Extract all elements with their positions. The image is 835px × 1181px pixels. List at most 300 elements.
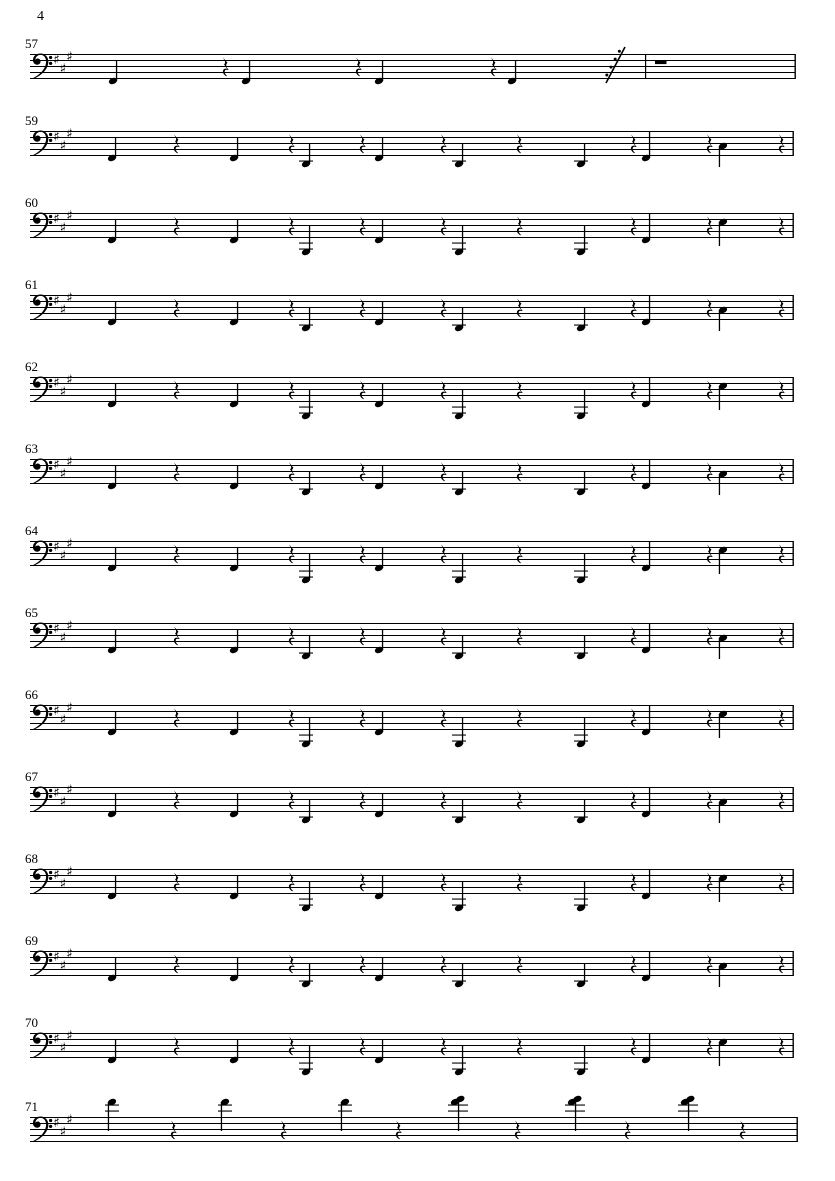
staff-line: [30, 963, 793, 964]
ledger-line: [452, 817, 466, 818]
quarter-note-B1: [299, 225, 313, 256]
quarter-note-B1: [574, 389, 588, 420]
note-stem: [237, 711, 238, 732]
sharp-icon: ♯: [53, 539, 60, 555]
quarter-note-B1: [452, 225, 466, 256]
ledger-line: [574, 735, 588, 736]
ledger-line: [452, 653, 466, 654]
system-m67: [25, 769, 794, 824]
note-stem: [237, 1039, 238, 1060]
staff-line: [30, 717, 793, 718]
staff-line: [30, 805, 793, 806]
ledger-line: [574, 161, 588, 162]
ledger-line: [299, 571, 313, 572]
note-stem: [584, 553, 585, 580]
ledger-line: [299, 243, 313, 244]
ledger-line: [452, 489, 466, 490]
system-m57: [25, 36, 796, 85]
sharp-icon: ♯: [66, 454, 73, 470]
measure-number: 61: [25, 277, 38, 292]
quarter-note-F#2: [641, 706, 651, 736]
staff-line: [30, 623, 793, 624]
quarter-note-B1: [452, 1045, 466, 1076]
note-stem: [649, 296, 650, 322]
staff-line: [30, 231, 793, 232]
measure-number: 60: [25, 195, 38, 210]
quarter-note-C#3: [718, 142, 728, 167]
measure-number: 65: [25, 605, 38, 620]
end-barline: [793, 705, 794, 730]
sharp-icon: ♯: [66, 618, 73, 634]
ledger-line: [574, 571, 588, 572]
quarter-note-F#2: [641, 1034, 651, 1064]
staff-line: [30, 313, 793, 314]
sharp-icon: ♯: [53, 785, 60, 801]
ledger-line: [299, 249, 313, 250]
note-stem: [462, 553, 463, 580]
note-stem: [584, 389, 585, 416]
staff-line: [30, 143, 793, 144]
staff-line: [30, 301, 793, 302]
chord-F4-G4: [678, 1095, 698, 1131]
note-stem: [719, 146, 720, 167]
note-stem: [649, 788, 650, 814]
sharp-icon: ♯: [66, 782, 73, 798]
note-stem: [649, 706, 650, 732]
sharp-icon: ♯: [59, 1040, 67, 1056]
ledger-line: [299, 1069, 313, 1070]
end-barline: [793, 869, 794, 894]
quarter-note-F4: [338, 1098, 352, 1131]
quarter-note-F#2: [641, 460, 651, 490]
end-barline: [793, 131, 794, 156]
measure-number: 66: [25, 687, 38, 702]
note-stem: [108, 1102, 109, 1131]
note-stem: [237, 301, 238, 322]
staff-line: [30, 799, 793, 800]
sharp-icon: ♯: [59, 220, 67, 236]
end-barline: [795, 54, 796, 79]
quarter-note-B1: [299, 389, 313, 420]
note-stem: [249, 60, 250, 81]
quarter-note-B1: [452, 553, 466, 584]
ledger-line: [574, 741, 588, 742]
staff-line: [30, 547, 793, 548]
measure-number: 63: [25, 441, 38, 456]
ledger-line: [452, 161, 466, 162]
staff-line: [30, 887, 793, 888]
note-stem: [382, 629, 383, 650]
system-m61: [25, 277, 794, 332]
staff-line: [30, 295, 793, 296]
note-stem: [719, 878, 720, 902]
sharp-icon: ♯: [53, 129, 60, 145]
sharp-icon: ♯: [59, 548, 67, 564]
staff-line: [30, 66, 795, 67]
end-barline: [793, 1033, 794, 1058]
end-barline: [793, 459, 794, 484]
note-stem: [115, 383, 116, 404]
note-stem: [515, 60, 516, 81]
chord-F4-G4: [565, 1095, 585, 1131]
staff-line: [30, 225, 793, 226]
note-stem: [382, 301, 383, 322]
staff-line: [30, 1117, 797, 1118]
note-stem: [382, 793, 383, 814]
staff-line: [30, 565, 793, 566]
staff-line: [30, 787, 793, 788]
ledger-line: [452, 1063, 466, 1064]
system-m62: [25, 359, 794, 420]
note-stem: [382, 711, 383, 732]
quarter-note-C#3: [718, 798, 728, 823]
sharp-icon: ♯: [66, 946, 73, 962]
sharp-icon: ♯: [53, 621, 60, 637]
note-stem: [309, 225, 310, 252]
note-stem: [649, 214, 650, 240]
note-stem: [719, 802, 720, 823]
ledger-line: [574, 413, 588, 414]
sharp-icon: ♯: [59, 1124, 67, 1140]
ledger-line: [452, 413, 466, 414]
note-stem: [649, 870, 650, 896]
sharp-icon: ♯: [59, 630, 67, 646]
note-stem: [309, 881, 310, 908]
note-stem: [382, 383, 383, 404]
ledger-line: [574, 407, 588, 408]
ledger-line: [299, 981, 313, 982]
system-m70: [25, 1015, 794, 1076]
note-stem: [221, 1102, 222, 1131]
note-stem: [237, 383, 238, 404]
staff-line: [30, 1057, 793, 1058]
staff-line: [30, 307, 793, 308]
ledger-line: [574, 899, 588, 900]
staff-line: [30, 1051, 793, 1052]
ledger-line: [574, 817, 588, 818]
note-stem: [382, 547, 383, 568]
note-stem: [719, 474, 720, 495]
sharp-icon: ♯: [53, 867, 60, 883]
measure-number: 71: [25, 1099, 38, 1114]
note-stem: [719, 222, 720, 246]
note-stem: [237, 219, 238, 240]
system-m59: [25, 113, 794, 168]
staff-line: [30, 705, 793, 706]
quarter-note-C#3: [718, 962, 728, 987]
ledger-line: [574, 325, 588, 326]
staff-line: [30, 389, 793, 390]
chord-F4-G4: [448, 1095, 468, 1131]
note-stem: [115, 875, 116, 896]
note-stem: [462, 225, 463, 252]
staff-line: [30, 641, 793, 642]
note-stem: [462, 717, 463, 744]
ledger-line: [218, 1105, 232, 1106]
ledger-line: [338, 1111, 352, 1112]
ledger-line: [299, 735, 313, 736]
ledger-line: [452, 407, 466, 408]
note-stem: [237, 875, 238, 896]
staff-line: [30, 711, 793, 712]
note-stem: [649, 542, 650, 568]
system-m66: [25, 687, 794, 748]
note-stem: [309, 717, 310, 744]
ledger-line: [448, 1105, 468, 1106]
staff-line: [30, 155, 793, 156]
quarter-note-B1: [574, 225, 588, 256]
quarter-note-B1: [574, 717, 588, 748]
measure-number: 57: [25, 36, 38, 51]
staff-line: [30, 213, 793, 214]
system-m63: [25, 441, 794, 496]
sharp-icon: ♯: [59, 61, 67, 77]
note-stem: [649, 460, 650, 486]
note-stem: [382, 465, 383, 486]
quarter-note-C#3: [718, 634, 728, 659]
sharp-icon: ♯: [59, 712, 67, 728]
ledger-line: [299, 577, 313, 578]
staff-line: [30, 1033, 793, 1034]
note-stem: [584, 225, 585, 252]
note-stem: [115, 711, 116, 732]
sharp-icon: ♯: [53, 1031, 60, 1047]
note-stem: [309, 553, 310, 580]
note-stem: [462, 881, 463, 908]
ledger-line: [105, 1111, 119, 1112]
note-stem: [115, 465, 116, 486]
note-stem: [462, 1045, 463, 1072]
quarter-note-B1: [574, 553, 588, 584]
ledger-line: [452, 577, 466, 578]
note-stem: [649, 952, 650, 978]
beat-repeat-icon: [605, 47, 625, 83]
note-stem: [382, 875, 383, 896]
end-barline: [793, 295, 794, 320]
note-stem: [382, 957, 383, 978]
staff-line: [30, 483, 793, 484]
staff-line: [30, 237, 793, 238]
ledger-line: [299, 413, 313, 414]
staff-line: [30, 1141, 797, 1142]
system-m69: [25, 933, 794, 988]
ledger-line: [452, 899, 466, 900]
note-stem: [649, 378, 650, 404]
sharp-icon: ♯: [66, 290, 73, 306]
staff-line: [30, 793, 793, 794]
sharp-icon: ♯: [66, 49, 73, 65]
measure-number: 69: [25, 933, 38, 948]
ledger-line: [299, 161, 313, 162]
staff-line: [30, 137, 793, 138]
ledger-line: [574, 577, 588, 578]
note-stem: [237, 957, 238, 978]
note-stem: [719, 1042, 720, 1066]
staff-line: [30, 60, 795, 61]
note-stem: [462, 389, 463, 416]
staff-line: [30, 219, 793, 220]
ledger-line: [299, 1063, 313, 1064]
staff-line: [30, 723, 793, 724]
sharp-icon: ♯: [66, 700, 73, 716]
ledger-line: [452, 735, 466, 736]
sharp-icon: ♯: [53, 949, 60, 965]
staff-line: [30, 553, 793, 554]
staff-line: [30, 541, 793, 542]
ledger-line: [452, 905, 466, 906]
measure-number: 67: [25, 769, 38, 784]
system-m71: [25, 1095, 798, 1142]
staff-line: [30, 131, 793, 132]
sharp-icon: ♯: [53, 375, 60, 391]
end-barline: [793, 623, 794, 648]
staff-line: [30, 1045, 793, 1046]
ledger-line: [299, 899, 313, 900]
note-stem: [719, 714, 720, 738]
ledger-line: [574, 489, 588, 490]
ledger-line: [452, 1069, 466, 1070]
quarter-note-F#2: [641, 788, 651, 818]
staff-line: [30, 72, 795, 73]
note-stem: [237, 137, 238, 158]
end-barline: [793, 377, 794, 402]
note-stem: [382, 1039, 383, 1060]
quarter-note-B1: [574, 881, 588, 912]
staff-line: [30, 975, 793, 976]
ledger-line: [218, 1111, 232, 1112]
note-stem: [719, 966, 720, 987]
staff-line: [30, 377, 793, 378]
staff-line: [30, 811, 793, 812]
sharp-icon: ♯: [53, 703, 60, 719]
system-m65: [25, 605, 794, 660]
sharp-icon: ♯: [59, 466, 67, 482]
ledger-line: [452, 243, 466, 244]
end-barline: [793, 951, 794, 976]
ledger-line: [452, 981, 466, 982]
ledger-line: [299, 653, 313, 654]
ledger-line: [105, 1105, 119, 1106]
sharp-icon: ♯: [59, 302, 67, 318]
ledger-line: [299, 817, 313, 818]
note-stem: [584, 717, 585, 744]
ledger-line: [574, 249, 588, 250]
note-stem: [115, 793, 116, 814]
quarter-note-B1: [574, 1045, 588, 1076]
staff-line: [30, 465, 793, 466]
quarter-note-F#2: [641, 624, 651, 654]
sharp-icon: ♯: [53, 293, 60, 309]
quarter-note-F#2: [641, 378, 651, 408]
note-stem: [237, 465, 238, 486]
staff-line: [30, 78, 795, 79]
staff-line: [30, 401, 793, 402]
quarter-note-F#2: [641, 952, 651, 982]
staff-line: [30, 647, 793, 648]
page-section-label: 4: [37, 9, 44, 24]
staff-line: [30, 1135, 797, 1136]
staff-line: [30, 951, 793, 952]
measure-number: 62: [25, 359, 38, 374]
end-barline: [797, 1117, 798, 1142]
sharp-icon: ♯: [59, 958, 67, 974]
ledger-line: [574, 1069, 588, 1070]
staff-line: [30, 1039, 793, 1040]
note-stem: [237, 547, 238, 568]
quarter-note-F#2: [641, 296, 651, 326]
staff-line: [30, 319, 793, 320]
staff-line: [30, 559, 793, 560]
staff-line: [30, 477, 793, 478]
measure-number: 64: [25, 523, 38, 538]
quarter-note-C#3: [718, 306, 728, 331]
sharp-icon: ♯: [66, 126, 73, 142]
ledger-line: [452, 325, 466, 326]
end-barline: [793, 213, 794, 238]
staff-line: [30, 869, 793, 870]
sharp-icon: ♯: [66, 1112, 73, 1128]
quarter-note-B1: [299, 553, 313, 584]
note-stem: [382, 137, 383, 158]
ledger-line: [574, 981, 588, 982]
note-stem: [584, 1045, 585, 1072]
note-stem: [719, 310, 720, 331]
note-stem: [649, 132, 650, 158]
note-stem: [719, 386, 720, 410]
ledger-line: [452, 571, 466, 572]
staff-line: [30, 893, 793, 894]
staff-line: [30, 969, 793, 970]
sharp-icon: ♯: [66, 372, 73, 388]
end-barline: [793, 787, 794, 812]
system-m60: [25, 195, 794, 256]
quarter-note-B1: [452, 881, 466, 912]
note-stem: [115, 547, 116, 568]
note-stem: [237, 793, 238, 814]
ledger-line: [338, 1105, 352, 1106]
ledger-line: [452, 249, 466, 250]
quarter-note-B1: [299, 881, 313, 912]
staff-line: [30, 383, 793, 384]
sharp-icon: ♯: [53, 457, 60, 473]
ledger-line: [574, 653, 588, 654]
ledger-line: [565, 1111, 585, 1112]
sharp-icon: ♯: [59, 384, 67, 400]
note-stem: [649, 1034, 650, 1060]
ledger-line: [574, 905, 588, 906]
sharp-icon: ♯: [66, 536, 73, 552]
staff-line: [30, 471, 793, 472]
ledger-line: [448, 1111, 468, 1112]
measure-number: 59: [25, 113, 38, 128]
end-barline: [793, 541, 794, 566]
ledger-line: [452, 741, 466, 742]
quarter-note-B1: [299, 717, 313, 748]
quarter-note-F#2: [641, 132, 651, 162]
staff-line: [30, 729, 793, 730]
staff-line: [30, 1123, 797, 1124]
staff-line: [30, 881, 793, 882]
staff-line: [30, 875, 793, 876]
note-stem: [382, 219, 383, 240]
sharp-icon: ♯: [66, 208, 73, 224]
sharp-icon: ♯: [59, 876, 67, 892]
measure-number: 70: [25, 1015, 38, 1030]
quarter-note-B1: [452, 717, 466, 748]
ledger-line: [678, 1105, 698, 1106]
note-stem: [309, 1045, 310, 1072]
ledger-line: [299, 489, 313, 490]
